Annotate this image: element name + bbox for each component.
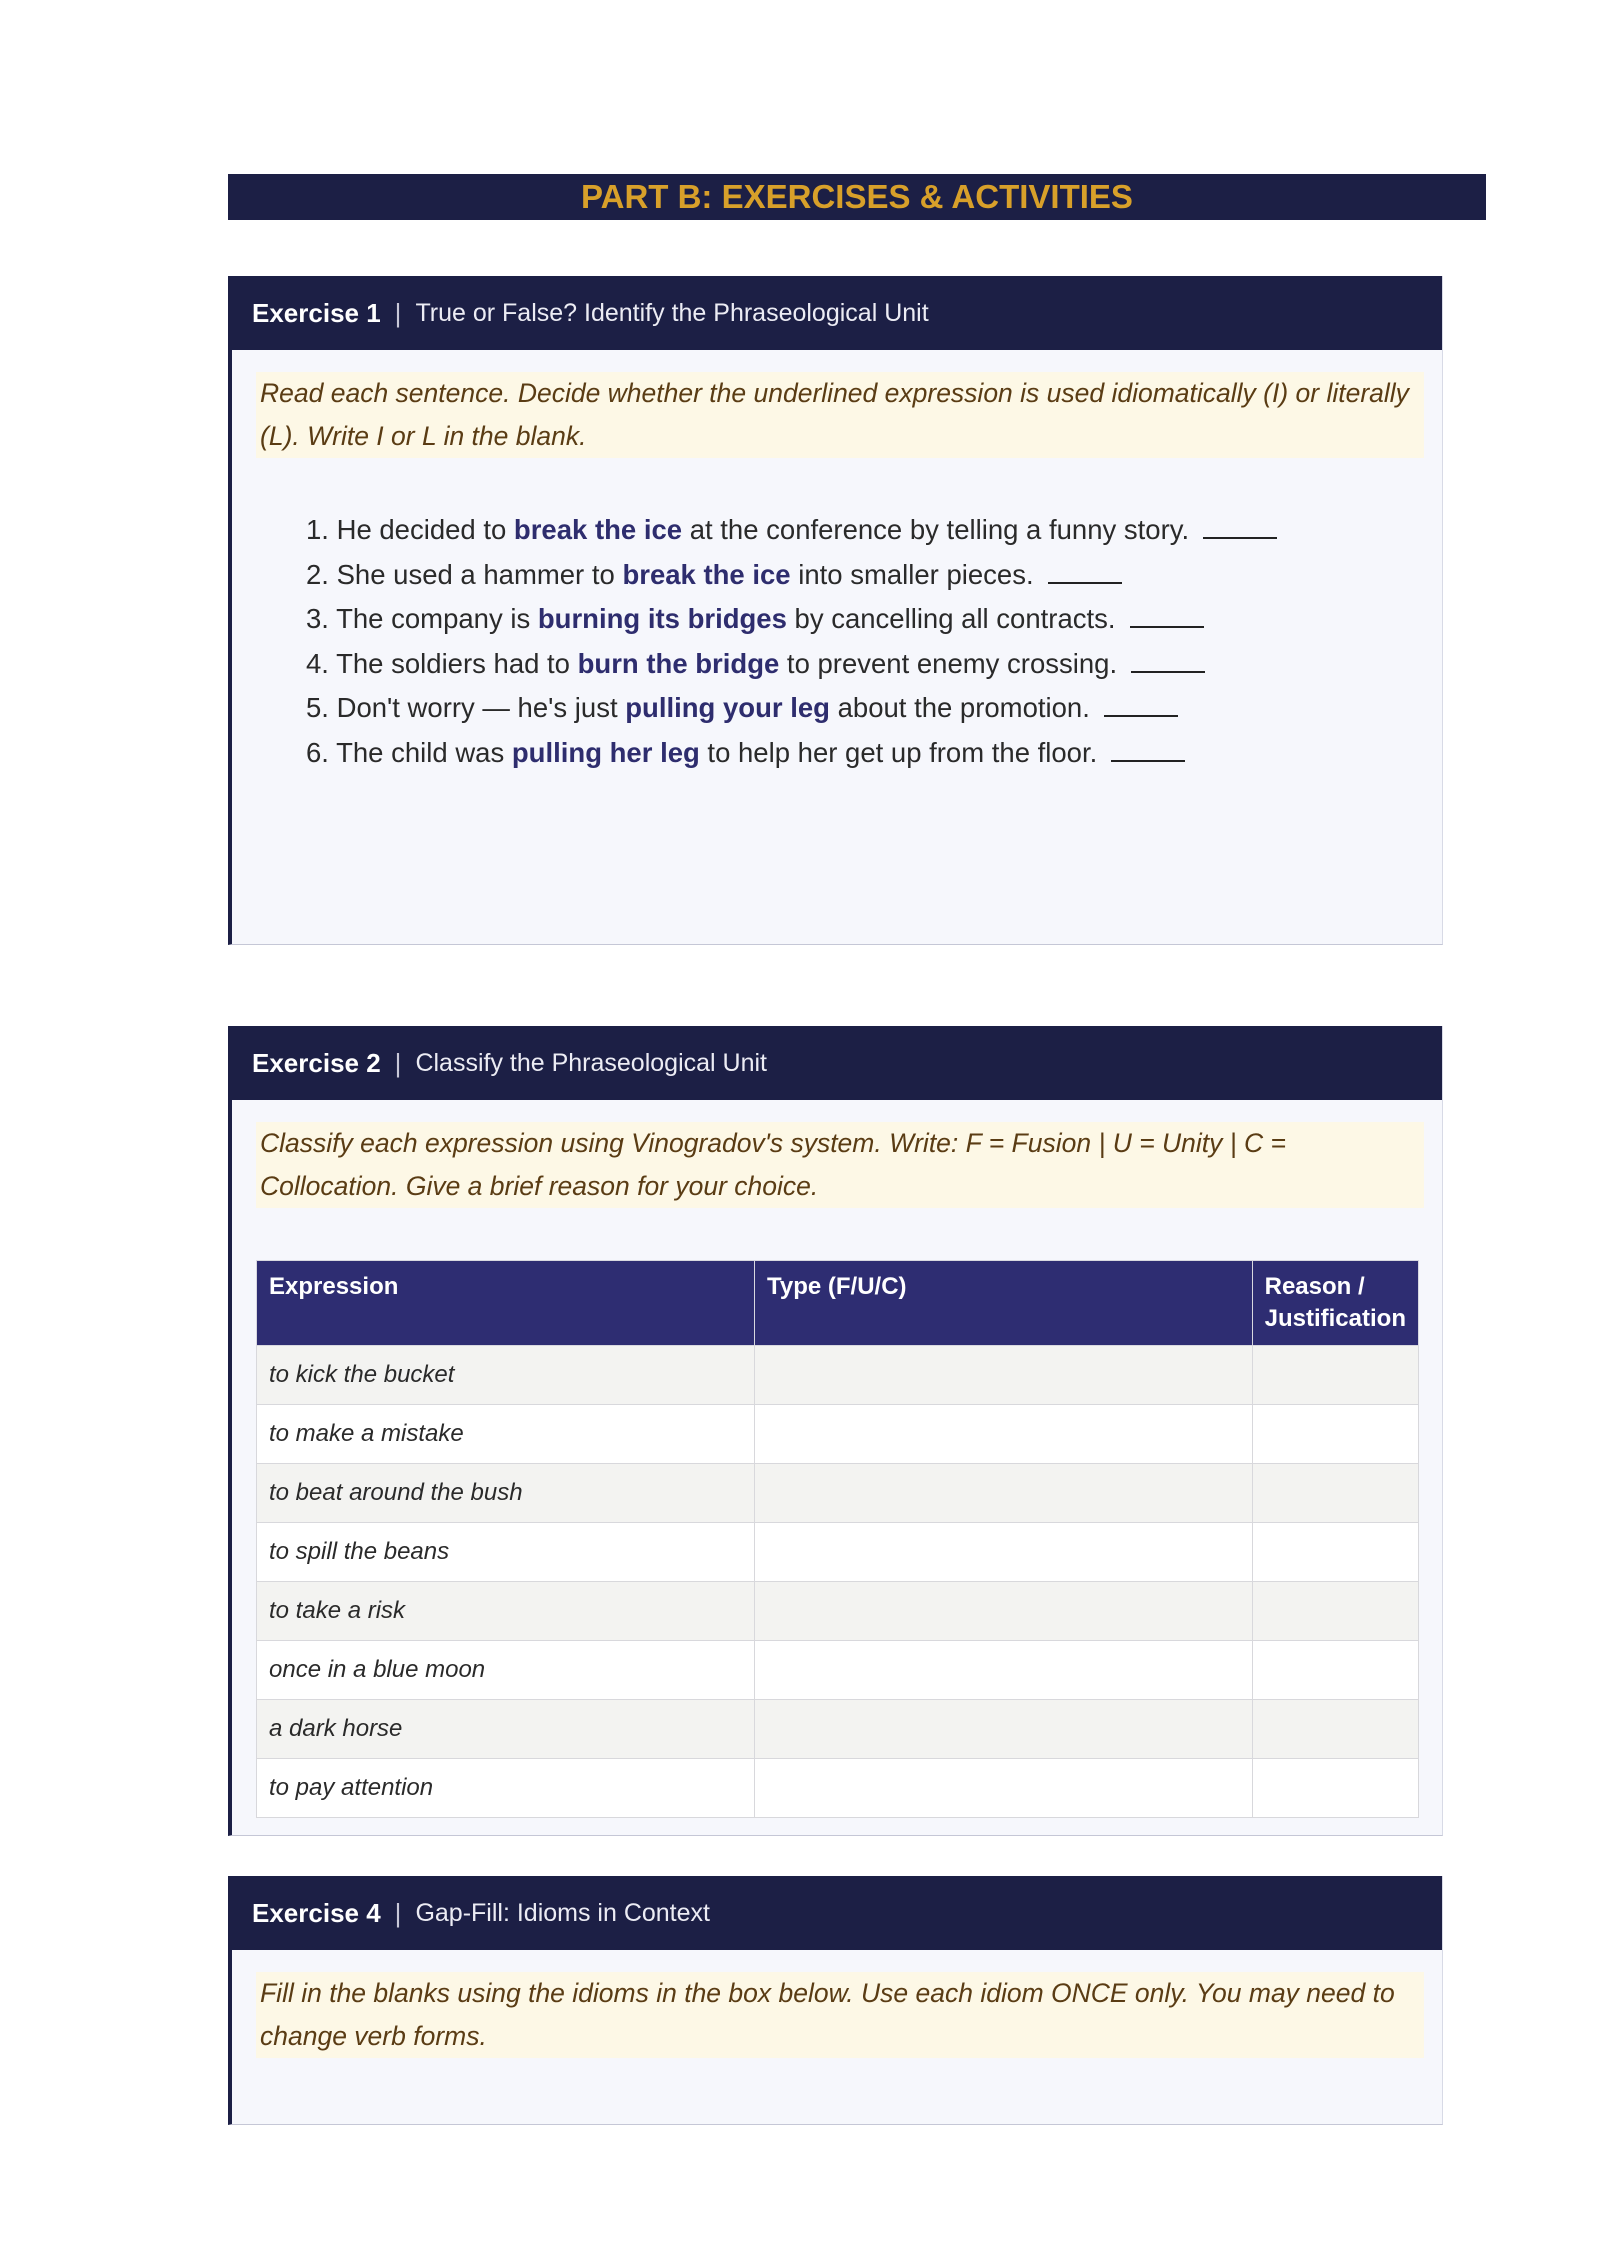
type-answer-cell[interactable] [754,1405,1252,1464]
exercise-4-number: Exercise 4 [252,1897,381,1928]
answer-blank[interactable] [1131,651,1205,673]
sentence-number: 3. [306,603,329,634]
sentence-text-before: She used a hammer to [336,558,623,590]
sentence-number: 6. [306,736,329,768]
sentence-number: 2. [306,558,329,590]
idiom-phrase: break the ice [622,558,791,590]
sentence-text-before: He decided to [336,514,514,545]
idiom-phrase: pulling her leg [511,736,700,768]
column-header-reason: Reason / Justification [1252,1261,1418,1346]
answer-blank[interactable] [1203,517,1277,539]
exercise-2-header [228,1026,1442,1100]
answer-blank[interactable] [1104,695,1178,717]
exercise-1-sentence-list [232,508,1442,775]
reason-answer-cell[interactable] [1252,1582,1418,1641]
type-answer-cell[interactable] [754,1523,1252,1582]
exercise-2-title: Classify the Phraseological Unit [415,1048,767,1077]
sentence-item [306,597,1442,642]
table-row [257,1759,1419,1818]
idiom-phrase: burning its bridges [537,603,787,634]
table-row [257,1582,1419,1641]
expression-cell: to spill the beans [257,1523,755,1582]
sentence-number: 5. [306,692,329,723]
expression-cell: to pay attention [257,1759,755,1818]
reason-answer-cell[interactable] [1252,1700,1418,1759]
exercise-1-separator: | [394,297,402,328]
sentence-item [306,686,1442,731]
table-row [257,1700,1419,1759]
exercise-2-number: Exercise 2 [252,1047,381,1078]
sentence-text-after: to prevent enemy crossing. [779,647,1118,679]
sentence-text-after: at the conference by telling a funny story. [682,514,1190,545]
exercise-1-header [228,276,1442,350]
type-answer-cell[interactable] [754,1346,1252,1405]
sentence-item [306,642,1442,687]
expression-cell: once in a blue moon [257,1641,755,1700]
sentence-text-before: The child was [336,736,512,768]
reason-answer-cell[interactable] [1252,1346,1418,1405]
column-header-expression: Expression [257,1261,755,1346]
sentence-text-before: The company is [336,603,538,634]
answer-blank[interactable] [1130,606,1204,628]
exercise-1-title: True or False? Identify the Phraseological Unit [415,298,929,327]
answer-blank[interactable] [1048,562,1122,584]
reason-answer-cell[interactable] [1252,1641,1418,1700]
sentence-text-after: by cancelling all contracts. [786,603,1116,634]
type-answer-cell[interactable] [754,1582,1252,1641]
table-row [257,1405,1419,1464]
exercise-4-title: Gap-Fill: Idioms in Context [415,1898,710,1927]
exercise-1 [228,276,1443,945]
part-title: PART B: EXERCISES & ACTIVITIES [228,174,1486,220]
type-answer-cell[interactable] [754,1641,1252,1700]
table-row [257,1641,1419,1700]
table-header-row [257,1261,1419,1346]
reason-answer-cell[interactable] [1252,1464,1418,1523]
expression-cell: a dark horse [257,1700,755,1759]
column-header-type: Type (F/U/C) [754,1261,1252,1346]
sentence-item [306,553,1442,598]
type-answer-cell[interactable] [754,1759,1252,1818]
sentence-text-before: The soldiers had to [336,647,578,679]
sentence-number: 1. [306,514,329,545]
answer-blank[interactable] [1111,740,1185,762]
exercise-4-separator: | [394,1897,402,1928]
sentence-text-before: Don't worry — he's just [336,692,626,723]
exercise-1-number: Exercise 1 [252,297,381,328]
idiom-phrase: pulling your leg [625,692,830,723]
sentence-number: 4. [306,647,329,679]
classification-table-body [257,1346,1419,1818]
reason-answer-cell[interactable] [1252,1405,1418,1464]
expression-cell: to take a risk [257,1582,755,1641]
table-row [257,1464,1419,1523]
exercise-1-instruction: Read each sentence. Decide whether the underlined expression is used idiomatically (I) or literally (L). Write I or L in the blank. [256,372,1424,458]
table-row [257,1523,1419,1582]
exercise-2-instruction: Classify each expression using Vinogradov's system. Write: F = Fusion | U = Unity | C = Collocation. Give a brief reason for your choice. [256,1122,1424,1208]
sentence-item [306,731,1442,776]
sentence-text-after: to help her get up from the floor. [699,736,1098,768]
type-answer-cell[interactable] [754,1700,1252,1759]
exercise-4 [228,1876,1443,2125]
expression-cell: to make a mistake [257,1405,755,1464]
idiom-phrase: break the ice [513,514,683,545]
sentence-text-after: about the promotion. [829,692,1090,723]
exercise-2 [228,1026,1443,1836]
sentence-text-after: into smaller pieces. [790,558,1034,590]
classification-table [256,1260,1419,1818]
exercise-4-instruction: Fill in the blanks using the idioms in the box below. Use each idiom ONCE only. You may need to change verb forms. [256,1972,1424,2058]
reason-answer-cell[interactable] [1252,1523,1418,1582]
idiom-phrase: burn the bridge [577,647,780,679]
table-row [257,1346,1419,1405]
type-answer-cell[interactable] [754,1464,1252,1523]
expression-cell: to kick the bucket [257,1346,755,1405]
exercise-4-header [228,1876,1442,1950]
expression-cell: to beat around the bush [257,1464,755,1523]
sentence-item [306,508,1442,553]
reason-answer-cell[interactable] [1252,1759,1418,1818]
exercise-2-separator: | [394,1047,402,1078]
